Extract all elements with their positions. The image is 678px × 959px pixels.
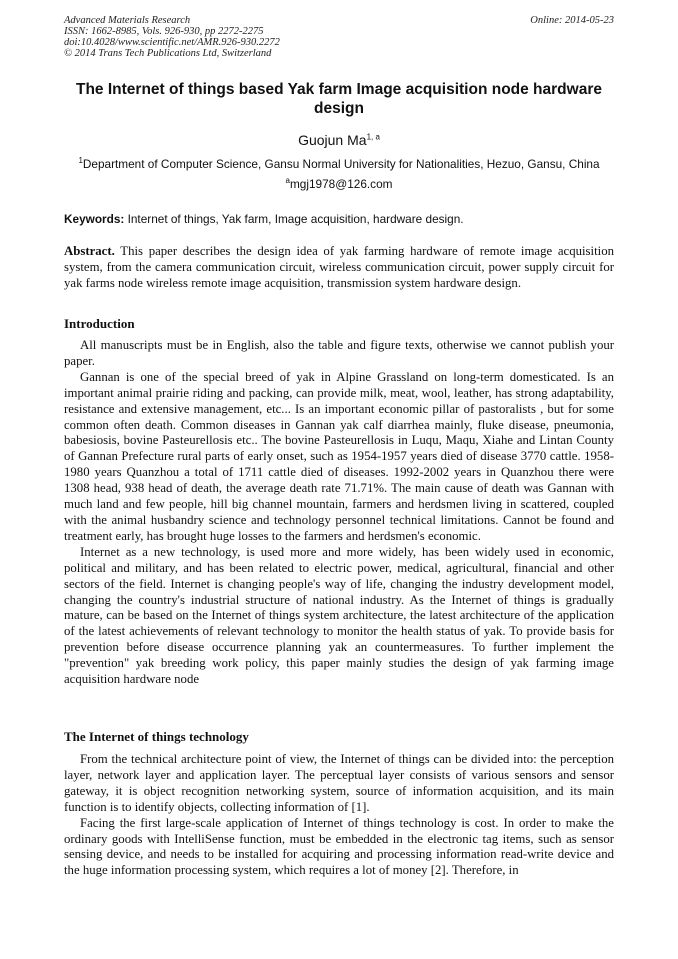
author-email: mgj1978@126.com	[289, 177, 393, 191]
abstract-label: Abstract.	[64, 244, 115, 258]
paragraph: Facing the first large-scale application of Internet of things technology is cost. In order to make the ordinary goods with IntelliSense function, must be embedded in the electronic tag items, such as sensor sensing device, and needs to be installed for acquiring and processing information read-write device and the huge information processing system, which requires a lot of money [2]. Therefore, in	[64, 815, 614, 878]
keywords-label: Keywords:	[64, 212, 125, 226]
journal-header	[64, 15, 280, 59]
paragraph: Internet as a new technology, is used more and more widely, has been widely used in economic, political and military, and has been related to electric power, medical, agricultural, financial and other sectors of the field. Internet is changing people's way of life, changing the industry development model, changing the country's industrial structure of national industry. As the Internet of things is gradually mature, can be based on the Internet of things system architecture, the latest architecture of the application of the latest achievements of relevant technology to monitor the health status of yak. To provide basis for prevention before disease occurrence planning yak an countermeasures. To further implement the "prevention" yak breeding work policy, this paper mainly studies the design of yak farming image acquisition hardware node	[64, 544, 614, 687]
iot-technology-body	[64, 752, 614, 879]
paragraph: Gannan is one of the special breed of yak in Alpine Grassland on long-term domesticated. Is an important animal prairie riding and packing, can provide milk, meat, wool, leather, has strong adaptability, resistance and extensive management, etc... Is an important economic pillar of pastoralists , but for some common often death. Common diseases in Gannan yak calf diarrhea mainly, fluke disease, pneumonia, babesiosis, bovine Pasteurellosis etc.. The bovine Pasteurellosis in Luqu, Maqu, Xiahe and Lintan County of Gannan Prefecture rural parts of early onset, such as 1954-1957 years died of disease 3770 cattle. 1958-1980 years Quanzhou a total of 1711 cattle died of diseases. 1992-2002 years in Quanzhou there were 1308 head, 938 head of death, the average death rate 71.71%. The main cause of death was Gannan with much land and few people, hill big channel mountain, farmers and herdsmen living in scattered, coupled with the animal husbandry science and technology personnel technical limitations. Cannot be found and treatment early, has brought huge losses to the farmers and herdsmen's economic.	[64, 369, 614, 543]
journal-copyright: © 2014 Trans Tech Publications Ltd, Switzerland	[64, 48, 272, 59]
abstract-text: This paper describes the design idea of yak farming hardware of remote image acquisition system, from the camera communication circuit, wireless communication circuit, power supply circuit for yak farms node wireless remote image acquisition, transmission system hardware design.	[64, 244, 614, 290]
keywords-block	[64, 212, 614, 227]
email-superscript: a	[285, 176, 290, 186]
affiliation-line	[64, 157, 614, 171]
author-line	[64, 131, 614, 149]
journal-doi: doi:10.4028/www.scientific.net/AMR.926-930.2272	[64, 37, 280, 48]
author-superscript: 1, a	[366, 132, 380, 142]
email-line	[64, 177, 614, 191]
section-heading-introduction: Introduction	[64, 316, 135, 331]
journal-name: Advanced Materials Research	[64, 15, 191, 26]
paragraph: From the technical architecture point of view, the Internet of things can be divided into: the perception layer, network layer and application layer. The perceptual layer consists of various sensors and sensor gateway, it is object recognition networking system, source of information acquisition, and its main function is to identify objects, collecting information of [1].	[64, 752, 614, 814]
introduction-body	[64, 338, 614, 688]
author-name: Guojun Ma	[298, 132, 367, 148]
keywords-text: Internet of things, Yak farm, Image acquisition, hardware design.	[124, 212, 464, 226]
abstract-block	[64, 244, 614, 292]
paragraph: All manuscripts must be in English, also the table and figure texts, otherwise we cannot publish your paper.	[64, 338, 614, 368]
affiliation: Department of Computer Science, Gansu Normal University for Nationalities, Hezuo, Gansu, China	[82, 157, 600, 171]
paper-title: The Internet of things based Yak farm Image acquisition node hardware design	[76, 81, 602, 117]
section-heading-iot-technology: The Internet of things technology	[64, 729, 249, 744]
online-date: Online: 2014-05-23	[530, 15, 614, 26]
affiliation-superscript: 1	[78, 156, 83, 166]
journal-issn: ISSN: 1662-8985, Vols. 926-930, pp 2272-2275	[64, 26, 264, 37]
